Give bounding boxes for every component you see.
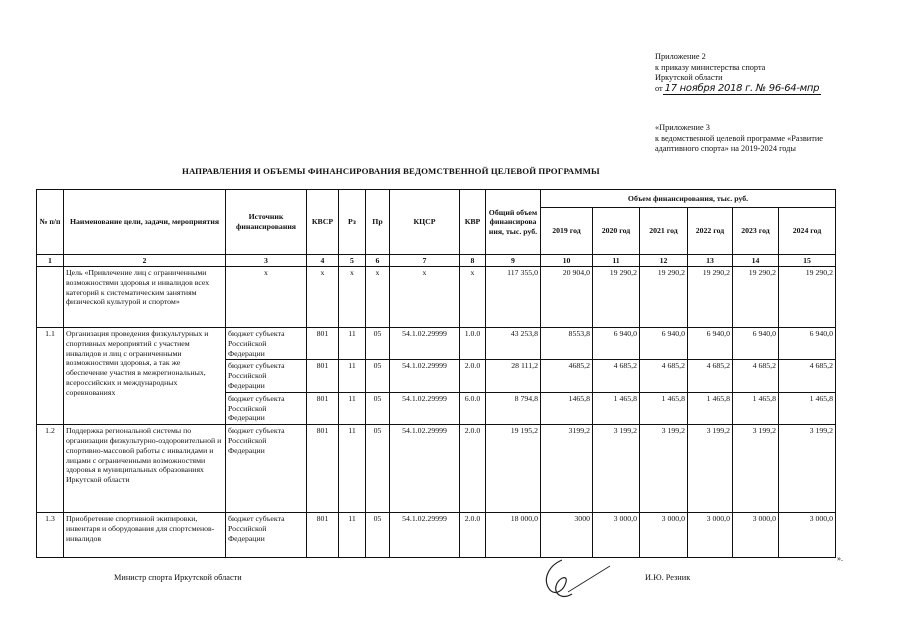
document-title: НАПРАВЛЕНИЯ И ОБЪЕМЫ ФИНАНСИРОВАНИЯ ВЕДОМСТВЕННОЙ ЦЕЛЕВОЙ ПРОГРАММЫ bbox=[182, 166, 600, 176]
cell-kcsr: 54.1.02.29999 bbox=[390, 392, 460, 424]
col-number: 2 bbox=[64, 255, 226, 267]
handwritten-signature bbox=[538, 554, 618, 604]
appendix-3-line2: к ведомственной целевой программе «Развитие bbox=[655, 133, 823, 143]
cell-kvr: 2.0.0 bbox=[460, 360, 486, 392]
cell-total: 8 794,8 bbox=[486, 392, 541, 424]
cell-pr: 05 bbox=[366, 392, 390, 424]
cell-year: 1 465,8 bbox=[640, 392, 688, 424]
cell-year: 19 290,2 bbox=[779, 267, 836, 328]
cell-source: бюджет субъекта Российской Федерации bbox=[226, 328, 307, 360]
col-number: 9 bbox=[486, 255, 541, 267]
cell-num bbox=[37, 267, 64, 328]
header-total: Общий объем финансирова ния, тыс. руб. bbox=[486, 190, 541, 255]
cell-year: 3 199,2 bbox=[688, 425, 733, 513]
cell-year: 3000 bbox=[541, 513, 593, 558]
cell-year: 6 940,0 bbox=[640, 328, 688, 360]
cell-year: 3 000,0 bbox=[688, 513, 733, 558]
cell-kvr: 2.0.0 bbox=[460, 513, 486, 558]
appendix-2-date-line bbox=[655, 84, 885, 95]
cell-kvsr: 801 bbox=[307, 425, 339, 513]
cell-rz: 11 bbox=[339, 392, 366, 424]
cell-year: 6 940,0 bbox=[733, 328, 779, 360]
header-year: 2023 год bbox=[733, 208, 779, 255]
cell-year: 3 000,0 bbox=[640, 513, 688, 558]
table-row-1-3 bbox=[37, 513, 836, 558]
cell-rz: 11 bbox=[339, 513, 366, 558]
cell-num: 1.2 bbox=[37, 425, 64, 513]
header-year: 2020 год bbox=[593, 208, 640, 255]
cell-year: 3 199,2 bbox=[733, 425, 779, 513]
cell-year: 3199,2 bbox=[541, 425, 593, 513]
cell-pr: 05 bbox=[366, 513, 390, 558]
cell-rz: 11 bbox=[339, 328, 366, 360]
cell-year: 4 685,2 bbox=[779, 360, 836, 392]
cell-year: 3 199,2 bbox=[779, 425, 836, 513]
cell-source: х bbox=[226, 267, 307, 328]
col-number: 15 bbox=[779, 255, 836, 267]
col-number: 1 bbox=[37, 255, 64, 267]
cell-source: бюджет субъекта Российской Федерации bbox=[226, 392, 307, 424]
cell-year: 1 465,8 bbox=[779, 392, 836, 424]
cell-year: 3 000,0 bbox=[733, 513, 779, 558]
cell-rz: х bbox=[339, 267, 366, 328]
col-number: 6 bbox=[366, 255, 390, 267]
cell-year: 19 290,2 bbox=[640, 267, 688, 328]
header-name: Наименование цели, задачи, мероприятия bbox=[64, 190, 226, 255]
col-number: 12 bbox=[640, 255, 688, 267]
col-number: 11 bbox=[593, 255, 640, 267]
table-row-goal bbox=[37, 267, 836, 328]
cell-kcsr: 54.1.02.29999 bbox=[390, 425, 460, 513]
cell-year: 3 000,0 bbox=[593, 513, 640, 558]
appendix-3-line1: «Приложение 3 bbox=[655, 123, 710, 132]
appendix-2-line2: к приказу министерства спорта bbox=[655, 62, 766, 72]
cell-year: 4 685,2 bbox=[688, 360, 733, 392]
cell-total: 18 000,0 bbox=[486, 513, 541, 558]
cell-year: 6 940,0 bbox=[779, 328, 836, 360]
col-number: 14 bbox=[733, 255, 779, 267]
cell-kvr: 6.0.0 bbox=[460, 392, 486, 424]
header-num: № п/п bbox=[37, 190, 64, 255]
table-row-1-1-a bbox=[37, 328, 836, 360]
cell-kvsr: 801 bbox=[307, 513, 339, 558]
cell-total: 117 355,0 bbox=[486, 267, 541, 328]
cell-year: 1 465,8 bbox=[733, 392, 779, 424]
cell-year: 20 904,0 bbox=[541, 267, 593, 328]
cell-kvr: 2.0.0 bbox=[460, 425, 486, 513]
closing-quote-mark: ». bbox=[837, 554, 843, 563]
cell-pr: 05 bbox=[366, 425, 390, 513]
col-number: 4 bbox=[307, 255, 339, 267]
header-kcsr: КЦСР bbox=[390, 190, 460, 255]
handwritten-order-date: 17 ноября 2018 г. № 96-64-мпр bbox=[664, 82, 820, 94]
cell-year: 6 940,0 bbox=[688, 328, 733, 360]
cell-kcsr: х bbox=[390, 267, 460, 328]
cell-year: 3 199,2 bbox=[593, 425, 640, 513]
cell-pr: 05 bbox=[366, 328, 390, 360]
cell-year: 8553,8 bbox=[541, 328, 593, 360]
cell-name: Поддержка региональной системы по организации физкультурно-оздоровительной и спортивно-массовой работы с инвалидами и лицами с ограниченными возможностями здоровья в муниципальных образованиях Иркутской области bbox=[64, 425, 226, 513]
header-rz: Рз bbox=[339, 190, 366, 255]
cell-year: 19 290,2 bbox=[688, 267, 733, 328]
cell-source: бюджет субъекта Российской Федерации bbox=[226, 513, 307, 558]
cell-kcsr: 54.1.02.29999 bbox=[390, 360, 460, 392]
col-number: 13 bbox=[688, 255, 733, 267]
cell-name: Организация проведения физкультурных и спортивных мероприятий с участием инвалидов и лиц с ограниченными возможностями здоровья, а так же обеспечение участия в межрегиональных, всероссийских и международных соревнованиях bbox=[64, 328, 226, 425]
cell-source: бюджет субъекта Российской Федерации bbox=[226, 360, 307, 392]
cell-year: 6 940,0 bbox=[593, 328, 640, 360]
col-number: 3 bbox=[226, 255, 307, 267]
cell-kvsr: 801 bbox=[307, 328, 339, 360]
cell-year: 4 685,2 bbox=[593, 360, 640, 392]
header-pr: Пр bbox=[366, 190, 390, 255]
header-year: 2024 год bbox=[779, 208, 836, 255]
cell-kvr: 1.0.0 bbox=[460, 328, 486, 360]
cell-source: бюджет субъекта Российской Федерации bbox=[226, 425, 307, 513]
cell-year: 1 465,8 bbox=[688, 392, 733, 424]
cell-total: 43 253,8 bbox=[486, 328, 541, 360]
col-number: 7 bbox=[390, 255, 460, 267]
cell-year: 3 000,0 bbox=[779, 513, 836, 558]
header-year: 2019 год bbox=[541, 208, 593, 255]
signatory-position: Министр спорта Иркутской области bbox=[114, 573, 242, 582]
financing-table bbox=[36, 189, 836, 558]
appendix-2-date-prefix: от bbox=[655, 83, 663, 93]
appendix-2-line3: Иркутской области bbox=[655, 73, 723, 82]
cell-year: 3 199,2 bbox=[640, 425, 688, 513]
cell-year: 4 685,2 bbox=[733, 360, 779, 392]
signatory-name: И.Ю. Резник bbox=[645, 573, 691, 582]
cell-year: 1 465,8 bbox=[593, 392, 640, 424]
cell-kvsr: 801 bbox=[307, 392, 339, 424]
table-row-1-2 bbox=[37, 425, 836, 513]
cell-num: 1.1 bbox=[37, 328, 64, 425]
cell-num: 1.3 bbox=[37, 513, 64, 558]
appendix-2-block bbox=[655, 52, 885, 94]
appendix-2-line1: Приложение 2 bbox=[655, 52, 706, 61]
col-number: 8 bbox=[460, 255, 486, 267]
header-kvr: КВР bbox=[460, 190, 486, 255]
cell-name: Цель «Привлечение лиц с ограниченными возможностями здоровья и инвалидов всех категорий к систематическим занятиям физической культурой и спортом» bbox=[64, 267, 226, 328]
cell-kvsr: х bbox=[307, 267, 339, 328]
cell-kvsr: 801 bbox=[307, 360, 339, 392]
col-number: 5 bbox=[339, 255, 366, 267]
cell-year: 19 290,2 bbox=[593, 267, 640, 328]
column-numbers-row bbox=[37, 255, 836, 267]
cell-total: 28 111,2 bbox=[486, 360, 541, 392]
cell-total: 19 195,2 bbox=[486, 425, 541, 513]
cell-pr: х bbox=[366, 267, 390, 328]
cell-pr: 05 bbox=[366, 360, 390, 392]
cell-kvr: х bbox=[460, 267, 486, 328]
cell-rz: 11 bbox=[339, 425, 366, 513]
appendix-3-line3: адаптивного спорта» на 2019-2024 годы bbox=[655, 144, 796, 153]
cell-year: 1465,8 bbox=[541, 392, 593, 424]
col-number: 10 bbox=[541, 255, 593, 267]
cell-kcsr: 54.1.02.29999 bbox=[390, 513, 460, 558]
header-source: Источник финансирования bbox=[226, 190, 307, 255]
header-volume-group: Объем финансирования, тыс. руб. bbox=[541, 190, 836, 208]
appendix-3-block bbox=[655, 123, 885, 155]
cell-kcsr: 54.1.02.29999 bbox=[390, 328, 460, 360]
header-year: 2021 год bbox=[640, 208, 688, 255]
cell-name: Приобретение спортивной экипировки, инвентаря и оборудования для спортсменов-инвалидов bbox=[64, 513, 226, 558]
header-kvsr: КВСР bbox=[307, 190, 339, 255]
header-year: 2022 год bbox=[688, 208, 733, 255]
cell-year: 4685,2 bbox=[541, 360, 593, 392]
cell-year: 19 290,2 bbox=[733, 267, 779, 328]
cell-year: 4 685,2 bbox=[640, 360, 688, 392]
cell-rz: 11 bbox=[339, 360, 366, 392]
